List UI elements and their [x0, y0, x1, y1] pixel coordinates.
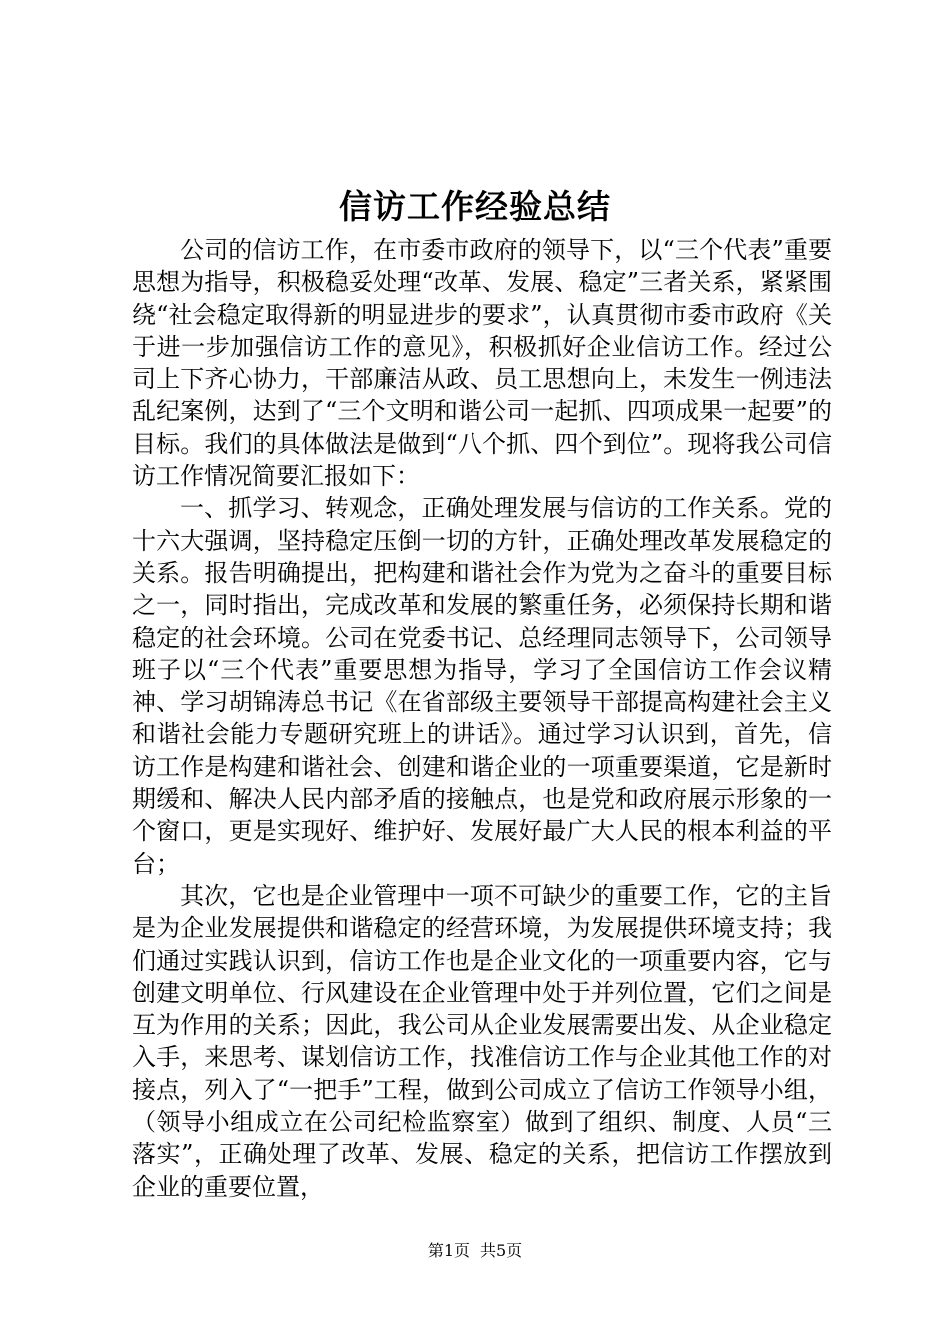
- page-number: 第1页: [427, 1241, 470, 1260]
- paragraph-intro: 公司的信访工作，在市委市政府的领导下，以“三个代表”重要思想为指导，积极稳妥处理“改革、发展、稳定”三者关系，紧紧围绕“社会稳定取得新的明显进步的要求”，认真贯彻市委市政府《关于进一步加强信访工作的意见》，积极抓好企业信访工作。经过公司上下齐心协力，干部廉洁从政、员工思想向上，未发生一例违法乱纪案例，达到了“三个文明和谐公司一起抓、四项成果一起要”的目标。我们的具体做法是做到“八个抓、四个到位”。现将我公司信访工作情况简要汇报如下：: [132, 236, 832, 491]
- paragraph-section-one: 一、抓学习、转观念，正确处理发展与信访的工作关系。党的十六大强调，坚持稳定压倒一切的方针，正确处理改革发展稳定的关系。报告明确提出，把构建和谐社会作为党为之奋斗的重要目标之一，同时指出，完成改革和发展的繁重任务，必须保持长期和谐稳定的社会环境。公司在党委书记、总经理同志领导下，公司领导班子以“三个代表”重要思想为指导，学习了全国信访工作会议精神、学习胡锦涛总书记《在省部级主要领导干部提高构建社会主义和谐社会能力专题研究班上的讲话》。通过学习认识到，首先，信访工作是构建和谐社会、创建和谐企业的一项重要渠道，它是新时期缓和、解决人民内部矛盾的接触点，也是党和政府展示形象的一个窗口，更是实现好、维护好、发展好最广大人民的根本利益的平台；: [132, 494, 832, 878]
- document-title: 信访工作经验总结: [339, 187, 611, 226]
- page-total: 共5页: [480, 1241, 523, 1260]
- paragraph-secondly: 其次，它也是企业管理中一项不可缺少的重要工作，它的主旨是为企业发展提供和谐稳定的经营环境，为发展提供环境支持；我们通过实践认识到，信访工作也是企业文化的一项重要内容，它与创建文明单位、行风建设在企业管理中处于并列位置，它们之间是互为作用的关系；因此，我公司从企业发展需要出发、从企业稳定入手，来思考、谋划信访工作，找准信访工作与企业其他工作的对接点，列入了“一把手”工程，做到公司成立了信访工作领导小组，（领导小组成立在公司纪检监察室）做到了组织、制度、人员“三落实”，正确处理了改革、发展、稳定的关系，把信访工作摆放到企业的重要位置，: [132, 881, 832, 1201]
- document-body: [132, 234, 832, 1203]
- page-footer: [0, 1240, 950, 1262]
